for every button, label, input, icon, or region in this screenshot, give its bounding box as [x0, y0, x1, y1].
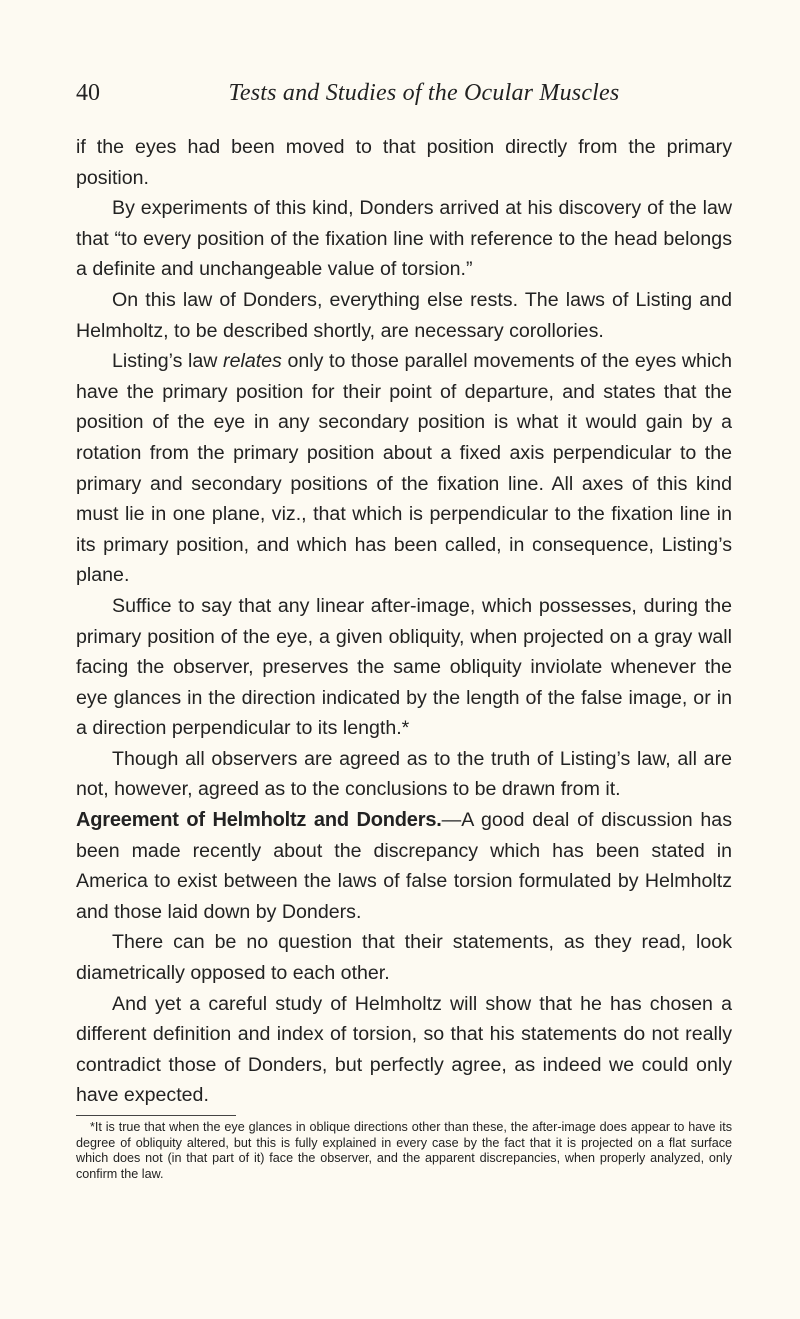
paragraph-6: Though all observers are agreed as to the truth of Listing’s law, all are not, however, agreed as to the conclusions to be drawn from it.: [76, 747, 732, 801]
paragraph-4-start: Listing’s law: [112, 350, 224, 373]
paragraph-3: On this law of Donders, everything else rests. The laws of Listing and Helmholtz, to be described shortly, are necessary corollories.: [76, 288, 732, 342]
footnote: *It is true that when the eye glances in oblique directions other than these, the after-image does appear to have its degree of obliquity altered, but this is fully explained in every case by the fact that it is projected on a flat surface which does not (in that part of it) face the observer, and the apparent discrepancies, when properly analyzed, only confirm the law.: [76, 1120, 732, 1181]
paragraph-7-text: —A good deal of discussion has been made recently about the discrepancy which has been stated in America to exist between the laws of false torsion formulated by Helmholtz and those laid down by Donders.: [76, 809, 732, 923]
paragraph-7: [76, 805, 732, 927]
paragraph-2: By experiments of this kind, Donders arrived at his discovery of the law that “to every position of the fixation line with reference to the head belongs a definite and unchangeable value of torsion.”: [76, 197, 732, 281]
page-header: [76, 80, 732, 120]
paragraph-4: [76, 346, 732, 591]
paragraph-4-emphasis: relates: [223, 350, 282, 373]
paragraph-9: And yet a careful study of Helmholtz will show that he has chosen a different definition and index of torsion, so that his statements do not really contradict those of Donders, but perfectly agree, as indeed we could only have expected.: [76, 992, 732, 1107]
paragraph-1: if the eyes had been moved to that position directly from the primary position.: [76, 136, 732, 189]
running-head: Tests and Studies of the Ocular Muscles: [228, 80, 620, 106]
page-number: 40: [76, 80, 100, 106]
paragraph-8: There can be no question that their statements, as they read, look diametrically opposed to each other.: [76, 931, 732, 985]
page-body: [76, 132, 732, 1182]
paragraph-5: Suffice to say that any linear after-image, which possesses, during the primary position of the eye, a given obliquity, when projected on a gray wall facing the observer, preserves the same obliquity inviolate whenever the eye glances in the direction indicated by the length of the false image, or in a direction perpendicular to its length.*: [76, 594, 732, 740]
section-heading: Agreement of Helmholtz and Donders.: [76, 809, 442, 832]
footnote-rule: [76, 1115, 236, 1116]
paragraph-4-rest: only to those parallel movements of the eyes which have the primary position for their point of departure, and states that the position of the eye in any secondary position is what it would gain by a rotation from the primary position about a fixed axis perpendicular to the primary and secondary positions of the fixation line. All axes of this kind must lie in one plane, viz., that which is perpendicular to the fixation line in its primary position, and which has been called, in consequence, Listing’s plane.: [76, 350, 732, 587]
